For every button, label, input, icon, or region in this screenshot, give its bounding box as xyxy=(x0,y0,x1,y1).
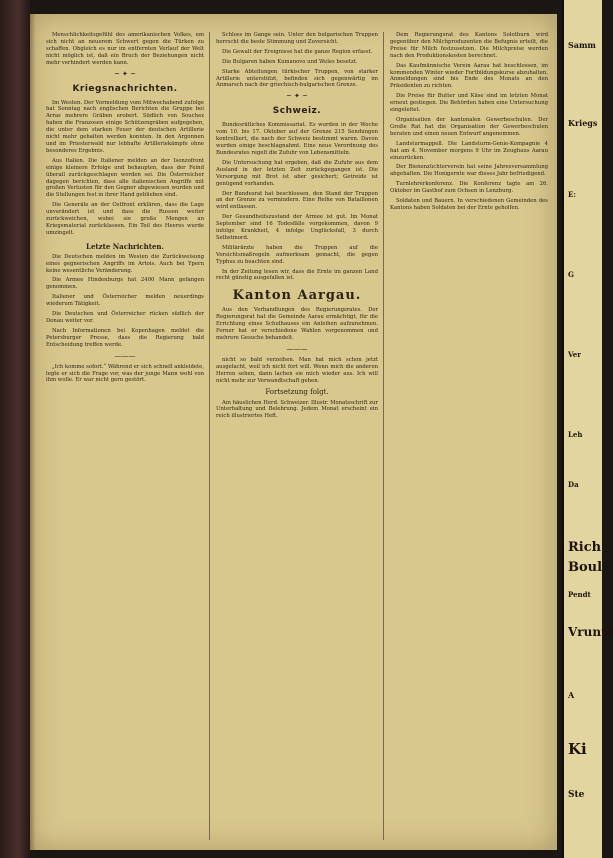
article-paragraph: Turnlehrerkonferenz. Die Konferenz tagte am 26. Oktober im Gasthof zum Ochsen in Lenzburg. xyxy=(390,181,548,195)
adjacent-fragment: Samm xyxy=(568,40,596,50)
section-heading-war-news: Kriegsnachrichten. xyxy=(72,83,178,94)
binding-spine xyxy=(0,0,30,858)
adjacent-fragment: Boul xyxy=(568,560,603,575)
adjacent-fragment: Rich xyxy=(568,540,602,555)
news-item: Die Bulgaren haben Kumanovo und Weles besetzt. xyxy=(222,58,358,65)
article-paragraph: Soldaten und Bauern. In verschiedenen Gemeinden des Kantons haben Soldaten bei der Ernte geholfen. xyxy=(390,198,548,211)
ornament-divider: ——— xyxy=(286,344,308,353)
article-paragraph: In der Zeitung lesen wir, dass die Ernte im ganzen Land recht günstig ausgefallen ist. xyxy=(216,268,378,282)
adjacent-fragment: A xyxy=(568,690,575,700)
news-item: Die Deutschen melden im Westen die Zurückweisung eines gegnerischen Angriffs im Artois. Auch bei Ypern keine wesentliche Veränderung. xyxy=(46,253,204,274)
adjacent-fragment: Leh xyxy=(568,430,583,439)
page-fold-shadow xyxy=(30,14,36,850)
article-paragraph: Der Gesundheitszustand der Armee ist gut. Im Monat September sind 16 Todesfälle vorgekommen, davon 9 infolge Krankheit, 4 infolge Unglücksfall, 3 durch Selbstmord. xyxy=(216,214,378,241)
serial-continuation-note: Fortsetzung folgt. xyxy=(265,387,329,396)
adjacent-fragment: Ver xyxy=(568,350,581,359)
column-left xyxy=(46,32,204,387)
column-opening-text: Schloss im Gange sein. Unter den bulgarischen Truppen herrscht die beste Stimmung und Zuversicht. xyxy=(216,32,378,45)
article-paragraph: Die Generäle an der Ostfront erklären, dass die Lage unverändert ist und dass die Russen weiter zurückweichen, wobei sie große Mengen an Kriegsmaterial zurücklassen. Ein Teil des Heeres wurde umzingelt. xyxy=(46,202,204,236)
adjacent-fragment: Pendt xyxy=(568,590,591,599)
newspaper-page xyxy=(30,14,557,850)
article-paragraph: Militärärzte haben die Truppen auf die Vorsichtsmaßregeln aufmerksam gemacht, die gegen Typhus zu beachten sind. xyxy=(216,244,378,265)
column-middle xyxy=(216,32,378,423)
section-heading-last-news: Letzte Nachrichten. xyxy=(86,241,164,251)
article-paragraph: Aus Italien. Die Italiener melden an der Isonzofront einige kleinere Erfolge und behaupten, dass der Feind überall zurückgeschlagen worden sei. Die Österreicher dagegen berichten, dass alle italienischen Angriffe mit großen Verlusten für den Gegner abgewiesen wurden und die Stellungen fest in ihrer Hand geblieben sind. xyxy=(46,157,204,199)
adjacent-fragment: Ki xyxy=(568,740,587,758)
article-paragraph: Der Bundesrat hat beschlossen, den Stand der Truppen an der Grenze zu vermindern. Eine Reihe von Bataillonen wird entlassen. xyxy=(216,190,378,211)
ornament-divider: ~ ✦ ~ xyxy=(113,69,137,78)
adjacent-fragment: Da xyxy=(568,480,579,489)
news-item: Italiener und Österreicher melden neuerdings wiederum Tätigkeit. xyxy=(46,294,204,308)
adjacent-fragment: Kriegs xyxy=(568,118,598,128)
adjacent-fragment: Vrunts xyxy=(568,625,613,639)
news-item: Die Deutschen und Österreicher rücken südlich der Donau weiter vor. xyxy=(46,311,204,324)
news-item: Starke Abteilungen türkischer Truppen, von starker Artillerie unterstützt, befinden sich gegenwärtig im Anmarsch nach der griechisch-bulgarischen Grenze. xyxy=(216,68,378,89)
column-opening-text: Dem Regierungsrat des Kantons Solothurn wird gegenüber den Milchproduzenten die Befugnis erteilt, die Preise für Milch festzusetzen. Die Milchpreise werden nach den Produktionskosten berechnet. xyxy=(390,32,548,59)
article-paragraph: Die Preise für Butter und Käse sind im letzten Monat erneut gestiegen. Die Behörden haben eine Untersuchung eingeleitet. xyxy=(390,93,548,114)
section-heading-switzerland: Schweiz. xyxy=(272,106,322,117)
ornament-divider: ~ ✦ ~ xyxy=(285,92,309,101)
news-item: Nach Informationen bei Kopenhagen meldet die Petersburger Presse, dass die Regierung bald Entscheidung treffen werde. xyxy=(46,327,204,348)
article-paragraph: Bundesrätliches Kommissariat. Es wurden in der Woche vom 10. bis 17. Oktober auf der Grenze 215 Sendungen kontrolliert, die nach der Schweiz bestimmt waren. Davon wurden einige beschlagnahmt. Eine neue Verordnung des Bundesrates regelt die Zufuhr von Lebensmitteln. xyxy=(216,122,378,156)
column-right xyxy=(390,32,548,215)
adjacent-fragment: G xyxy=(568,270,574,279)
ornament-divider: ——— xyxy=(114,351,136,360)
adjacent-fragment: E: xyxy=(568,190,576,199)
article-paragraph: Der Bienenzüchterverein hat seine Jahresversammlung abgehalten. Die Honigernte war dieses Jahr befriedigend. xyxy=(390,164,548,178)
article-paragraph: Im Westen. Der Vormeldung vom Mitwochabend zufolge hat Sonntag nach englischen Berichten die Gruppe bei Arras mehrere Gräben erobert. Südlich von Souchez haben die Franzosen einige Schützengräben aufgegeben, die unter dem starken Feuer der deutschen Artillerie nicht mehr gehalten werden konnten. In den Argonnen und im Priesterwald nur lebhafte Artilleriekämpfe ohne besonderes Ergebnis. xyxy=(46,99,204,154)
article-paragraph: Landsturmappell. Die Landsturm-Genie-Kompagnie 4 hat am 4. November morgens 9 Uhr im Zeughaus Aarau einzurücken. xyxy=(390,140,548,161)
serial-novel-text: nicht so bald verzeihen. Man hat mich schon jetzt ausgelacht, weil ich nicht fort will. Wenn mich die anderen Herren sehen, dann lachen sie mich wieder aus. Ich will nicht mehr zur Verwandtschaft gehen. xyxy=(216,356,378,384)
news-item: Die Gewalt der Ereignisse hat die ganze Region erfasst. xyxy=(222,48,373,55)
article-paragraph: Aus den Verhandlungen des Regierungsrates. Der Regierungsrat hat die Gemeinde Aarau ermächtigt, für die Errichtung eines Schulhauses ein Anleihen aufzunehmen. Ferner hat er verschiedene Wahlen vorgenommen und mehrere Gesuche behandelt. xyxy=(216,307,378,341)
section-heading-canton-aargau: Kanton Aargau. xyxy=(232,288,362,304)
serial-novel-text: „Ich komme sofort.“ Während er sich schnell ankleidete, legte er sich die Frage vor, was der junge Mann wohl von ihm wolle. Er war nicht gern gestört. xyxy=(46,363,204,384)
adjacent-page-edge xyxy=(562,0,613,858)
article-paragraph: Das Kaufmännische Verein Aarau hat beschlossen, im kommenden Winter wieder Fortbildungskurse abzuhalten. Anmeldungen sind bis Ende des Monats an den Präsidenten zu richten. xyxy=(390,62,548,90)
article-paragraph: Organisation der kantonalen Gewerbeschulen. Der Große Rat hat die Organisation der Gewerbeschulen beraten und einen neuen Entwurf angenommen. xyxy=(390,116,548,137)
news-item: Die Armee Hindenburgs hat 2400 Mann gefangen genommen. xyxy=(46,277,204,291)
column-opening-text: Menschlichkeitsgefühl des amerikanischen Volkes, um sich nicht an neuerem Schwert gegen die Türken zu schaffen. Obgleich es nur im entfernten Verlauf der Welt nicht möglich ist, daß ein Bruch der Beziehungen nicht mehr verhindert werden kann. xyxy=(46,32,204,66)
advertisement-text: Am häuslichen Herd. Schweizer. Illustr. Monatsschrift zur Unterhaltung und Belehrung. Jedem Monat erscheint ein reich illustriertes Heft. xyxy=(216,399,378,420)
adjacent-fragment: Ste xyxy=(568,790,585,800)
article-paragraph: Die Untersuchung hat ergeben, daß die Zufuhr aus dem Ausland in der letzten Zeit zurückgegangen ist. Die Versorgung mit Brot ist aber gesichert; Getreide ist genügend vorhanden. xyxy=(216,159,378,187)
column-rule xyxy=(383,32,384,840)
column-rule xyxy=(209,32,210,840)
